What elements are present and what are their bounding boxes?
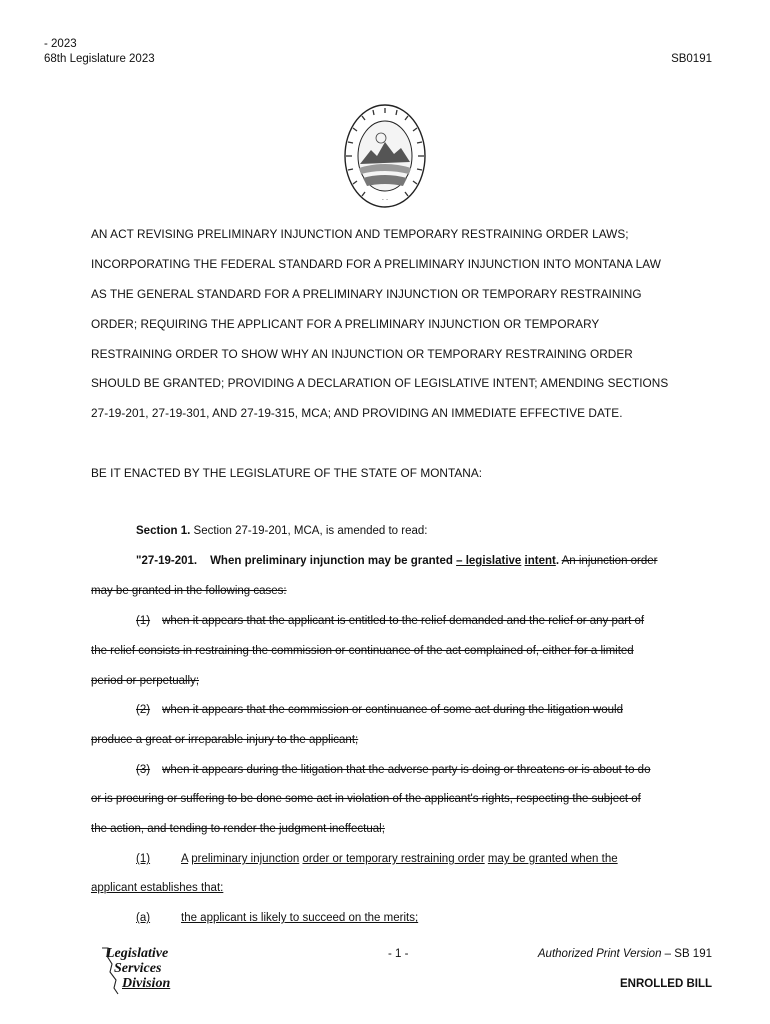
section-heading-new-intent: intent	[524, 555, 556, 567]
header-bill-id: SB0191	[671, 53, 712, 65]
title-line: SHOULD BE GRANTED; PROVIDING A DECLARATION OF LEGISLATIVE INTENT; AMENDING SECTIONS	[91, 376, 669, 390]
lsd-logo	[100, 946, 190, 998]
section-label: Section 1.	[136, 525, 191, 537]
section-number: "27-19-201.	[136, 555, 198, 567]
struck-text: the action, and tending to render the judgment ineffectual;	[91, 823, 385, 835]
struck-item	[136, 704, 623, 716]
item-number: (1)	[136, 853, 151, 865]
title-line: ORDER; REQUIRING THE APPLICANT FOR A PRELIMINARY INJUNCTION OR TEMPORARY	[91, 317, 600, 331]
struck-text: produce a great or irreparable injury to the applicant;	[91, 734, 359, 746]
item-text: when it appears that the commission or continuance of some act during the litigation would	[162, 704, 623, 716]
struck-item	[136, 615, 644, 627]
title-line: RESTRAINING ORDER TO SHOW WHY AN INJUNCTION OR TEMPORARY RESTRAINING ORDER	[91, 347, 633, 361]
struck-text: An injunction order	[561, 555, 658, 567]
new-text: preliminary injunction	[191, 853, 300, 865]
new-item	[136, 853, 618, 865]
enrolled-bill: ENROLLED BILL	[620, 978, 712, 990]
new-text: A	[181, 853, 189, 865]
section-intro	[136, 525, 428, 537]
print-version-bill: – SB 191	[661, 948, 712, 960]
item-number: (3)	[136, 764, 151, 776]
header-year: - 2023	[44, 38, 77, 50]
page-number: - 1 -	[388, 948, 409, 960]
state-seal	[343, 102, 427, 210]
logo-line: Division	[122, 976, 171, 991]
section-intro-text: Section 27-19-201, MCA, is amended to read:	[190, 525, 428, 537]
new-item	[136, 912, 418, 924]
logo-line: Services	[114, 961, 162, 976]
svg-text:· ·: · ·	[381, 196, 389, 204]
section-heading-text: When preliminary injunction may be granted	[210, 555, 453, 567]
title-line: AS THE GENERAL STANDARD FOR A PRELIMINARY INJUNCTION OR TEMPORARY RESTRAINING	[91, 287, 642, 301]
state-seal-graphic	[343, 102, 427, 210]
title-line: 27-19-201, 27-19-301, AND 27-19-315, MCA; AND PROVIDING AN IMMEDIATE EFFECTIVE DATE.	[91, 406, 623, 420]
print-version	[538, 948, 712, 960]
section-heading-period: .	[555, 555, 560, 567]
print-version-label: Authorized Print Version	[537, 948, 662, 960]
new-text: the applicant is likely to succeed on the merits;	[181, 912, 419, 924]
new-text: may be granted when the	[487, 853, 618, 865]
logo-line: Legislative	[106, 946, 169, 961]
title-line: INCORPORATING THE FEDERAL STANDARD FOR A PRELIMINARY INJUNCTION INTO MONTANA LAW	[91, 257, 661, 271]
section-heading-new-dash: – legislative	[456, 555, 522, 567]
struck-text: period or perpetually;	[91, 675, 200, 687]
item-text: when it appears that the applicant is entitled to the relief demanded and the relief or any part of	[162, 615, 645, 627]
struck-text: the relief consists in restraining the commission or continuance of the act complained of, either for a limited	[91, 645, 634, 657]
struck-item	[136, 764, 650, 776]
title-line: AN ACT REVISING PRELIMINARY INJUNCTION AND TEMPORARY RESTRAINING ORDER LAWS;	[91, 227, 629, 241]
new-text: order or temporary restraining order	[302, 853, 485, 865]
item-number: (1)	[136, 615, 151, 627]
new-text: applicant establishes that:	[91, 882, 224, 894]
enacting-clause: BE IT ENACTED BY THE LEGISLATURE OF THE STATE OF MONTANA:	[91, 466, 483, 480]
struck-text: may be granted in the following cases:	[91, 585, 287, 597]
section-heading	[136, 555, 658, 567]
struck-text: or is procuring or suffering to be done some act in violation of the applicant's rights, respecting the subject of	[91, 793, 641, 805]
item-number: (a)	[136, 912, 151, 924]
header-session: 68th Legislature 2023	[44, 53, 155, 65]
item-number: (2)	[136, 704, 151, 716]
item-text: when it appears during the litigation that the adverse party is doing or threatens or is about to do	[162, 764, 651, 776]
